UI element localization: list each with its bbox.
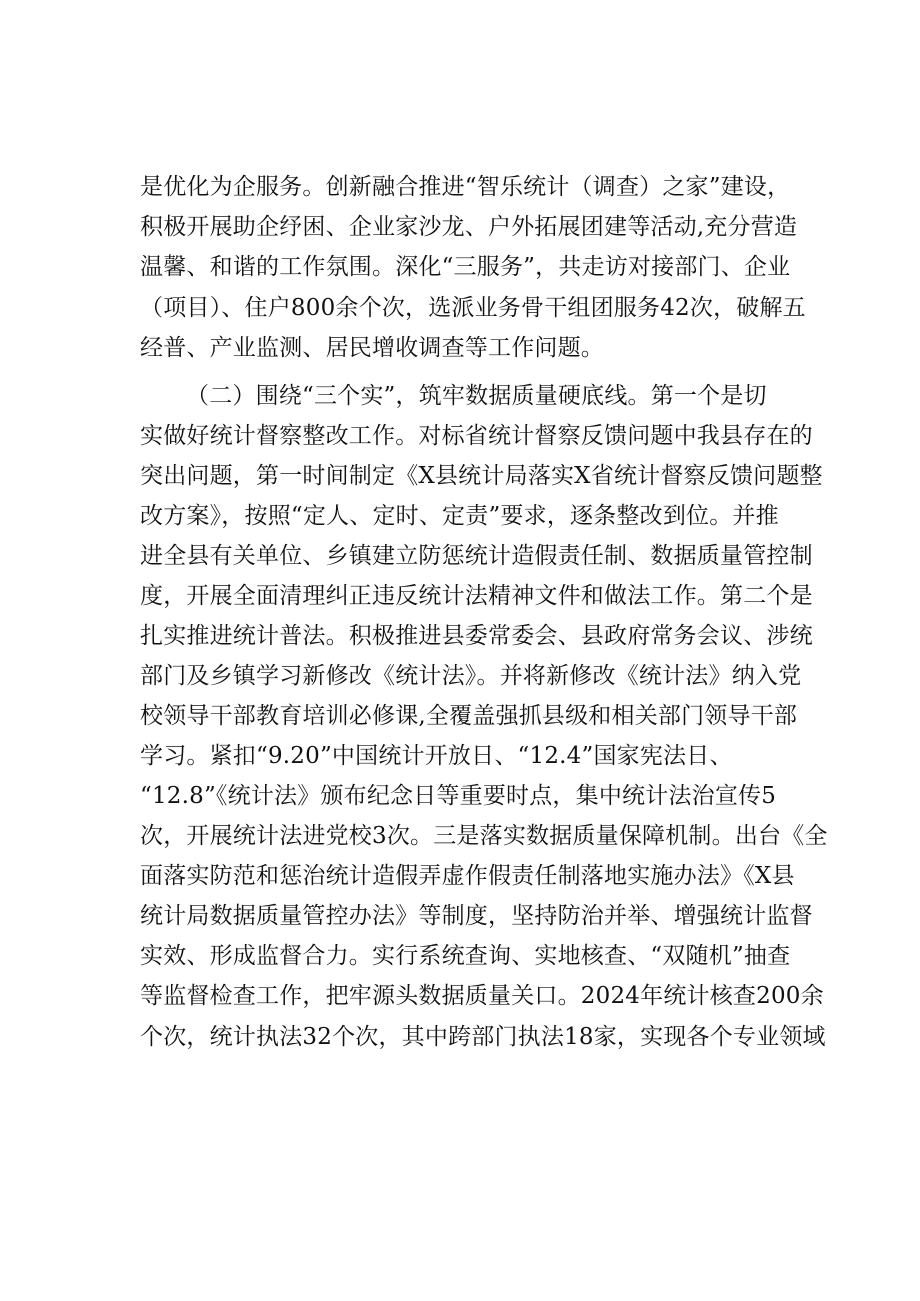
section-heading-line: （二）围绕“三个实”，筑牢数据质量硬底线。第一个是切 bbox=[186, 383, 767, 409]
text-line: 度，开展全面清理纠正违反统计法精神文件和做法工作。第二个是 bbox=[140, 583, 813, 609]
text-line: 突出问题，第一时间制定《X县统计局落实X省统计督察反馈问题整 bbox=[140, 463, 823, 489]
text-line: 学习。紧扣“9.20”中国统计开放日、“12.4”国家宪法日、 bbox=[140, 743, 733, 769]
text-line: 实效、形成监督合力。实行系统查询、实地核查、“双随机”抽查 bbox=[140, 943, 791, 969]
text-line: 次，开展统计法进党校3次。三是落实数据质量保障机制。出台《全 bbox=[140, 823, 828, 849]
text-line: 扎实推进统计普法。积极推进县委常委会、县政府常务会议、涉统 bbox=[140, 623, 813, 649]
text-line: “12.8”《统计法》颁布纪念日等重要时点，集中统计法治宣传5 bbox=[140, 783, 777, 809]
text-line: 是优化为企服务。创新融合推进“智乐统计（调查）之家”建设， bbox=[140, 174, 791, 200]
text-line: 经普、产业监测、居民增收调查等工作问题。 bbox=[140, 335, 604, 361]
text-line: （项目）、住户800余个次，选派业务骨干组团服务42次，破解五 bbox=[140, 295, 806, 321]
text-line: 积极开展助企纾困、企业家沙龙、户外拓展团建等活动,充分营造 bbox=[140, 214, 798, 240]
text-line: 面落实防范和惩治统计造假弄虚作假责任制落地实施办法》《X县 bbox=[140, 863, 795, 889]
text-line: 个次，统计执法32个次，其中跨部门执法18家，实现各个专业领域 bbox=[140, 1024, 826, 1050]
text-line: 实做好统计督察整改工作。对标省统计督察反馈问题中我县存在的 bbox=[140, 423, 813, 449]
text-line: 统计局数据质量管控办法》等制度，坚持防治并举、增强统计监督 bbox=[140, 903, 813, 929]
text-line: 校领导干部教育培训必修课,全覆盖强抓县级和相关部门领导干部 bbox=[140, 703, 798, 729]
text-line: 温馨、和谐的工作氛围。深化“三服务”，共走访对接部门、企业 bbox=[140, 254, 791, 280]
text-line: 进全县有关单位、乡镇建立防惩统计造假责任制、数据质量管控制 bbox=[140, 543, 813, 569]
text-line: 等监督检查工作，把牢源头数据质量关口。2024年统计核查200余 bbox=[140, 983, 824, 1009]
text-line: 改方案》，按照“定人、定时、定责”要求，逐条整改到位。并推 bbox=[140, 503, 779, 529]
text-line: 部门及乡镇学习新修改《统计法》。并将新修改《统计法》纳入党 bbox=[140, 663, 802, 689]
